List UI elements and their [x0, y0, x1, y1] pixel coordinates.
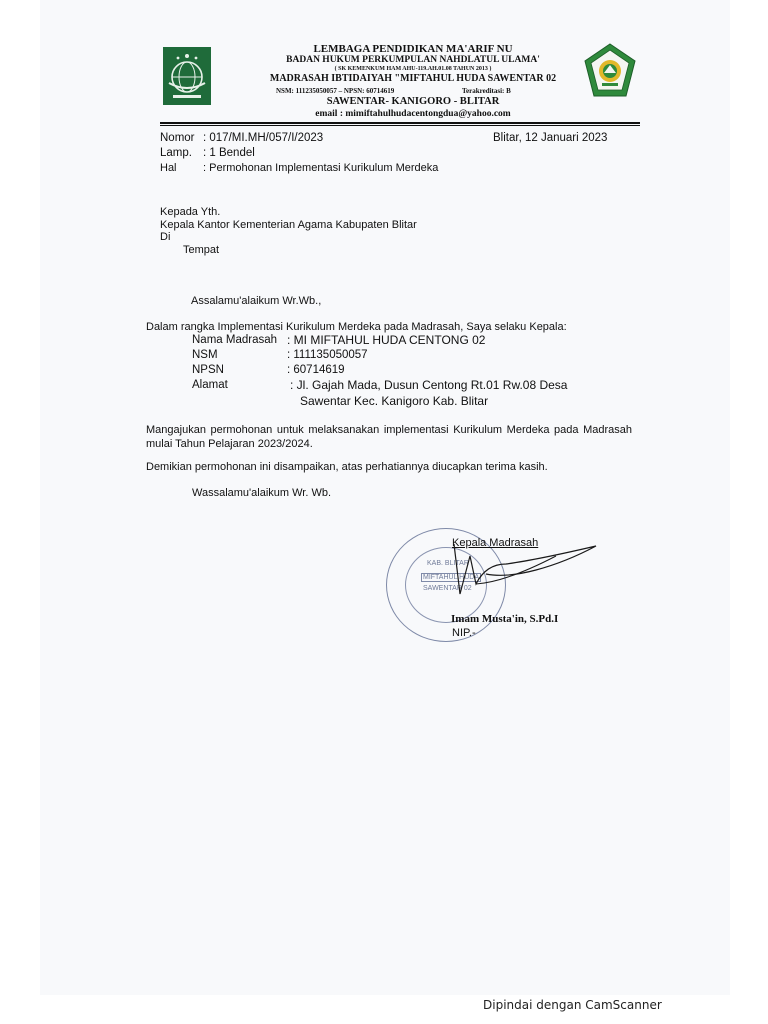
closing-paragraph: Demikian permohonan ini disampaikan, atas perhatiannya diucapkan terima kasih. — [146, 461, 548, 473]
scanner-watermark: Dipindai dengan CamScanner — [483, 998, 662, 1012]
letterhead-email: email : mimiftahulhudacentongdua@yahoo.com — [315, 109, 511, 119]
closing-salutation: Wassalamu'alaikum Wr. Wb. — [192, 487, 332, 499]
recipient-line3: Di — [160, 231, 171, 243]
field-label-alamat: Alamat — [192, 379, 228, 391]
recipient-line2: Kepala Kantor Kementerian Agama Kabupaten Blitar — [160, 219, 417, 231]
lamp-label: Lamp. — [160, 147, 192, 159]
recipient-line4: Tempat — [183, 244, 220, 256]
hal-value: : Permohonan Implementasi Kurikulum Merdeka — [203, 162, 439, 174]
letterhead-address: SAWENTAR- KANIGORO - BLITAR — [326, 96, 500, 107]
lamp-value: : 1 Bendel — [203, 147, 255, 159]
letterhead-line3: ( SK KEMENKUM HAM AHU-119.AH.01.08 TAHUN 2013 ) — [334, 66, 492, 72]
field-label-npsn: NPSN — [192, 364, 224, 376]
letterhead-line1: LEMBAGA PENDIDIKAN MA'ARIF NU — [313, 43, 513, 55]
intro-text: Dalam rangka Implementasi Kurikulum Merdeka pada Madrasah, Saya selaku Kepala: — [146, 321, 567, 333]
field-label-nama: Nama Madrasah — [192, 334, 278, 346]
handwritten-signature — [446, 534, 606, 614]
principal-nip: NIP.- — [452, 627, 476, 639]
hal-label: Hal — [160, 162, 177, 174]
field-value-alamat-cont: Sawentar Kec. Kanigoro Kab. Blitar — [300, 394, 489, 408]
field-value-npsn: : 60714619 — [287, 364, 345, 376]
document-page — [40, 0, 730, 995]
field-value-nsm: : 111135050057 — [287, 349, 368, 361]
nomor-value: : 017/MI.MH/057/I/2023 — [203, 132, 324, 144]
letterhead-nsm-npsn: NSM: 111235050057 – NPSN: 60714619 — [276, 87, 395, 95]
letterhead-divider-thin — [160, 125, 640, 126]
stamp-top-text: KAB. BLITAR — [427, 560, 469, 567]
request-paragraph: Mangajukan permohonan untuk melaksanakan implementasi Kurikulum Merdeka pada Madrasah mulai Tahun Pelajaran 2023/2024. — [146, 424, 632, 450]
letterhead-school-name: MADRASAH IBTIDAIYAH "MIFTAHUL HUDA SAWENTAR 02 — [269, 73, 557, 84]
greeting: Assalamu'alaikum Wr.Wb., — [191, 295, 322, 307]
madrasah-logo — [584, 43, 636, 97]
signature-title: Kepala Madrasah — [452, 537, 539, 549]
letterhead-line2: BADAN HUKUM PERKUMPULAN NAHDLATUL ULAMA' — [286, 55, 540, 65]
field-value-alamat: : Jl. Gajah Mada, Dusun Centong Rt.01 Rw.08 Desa — [290, 378, 568, 392]
recipient-line1: Kepada Yth. — [160, 206, 221, 218]
field-label-nsm: NSM — [192, 349, 218, 361]
nu-logo — [163, 47, 211, 105]
stamp-text-line1: MIFTAHUL HUDA — [423, 574, 479, 581]
letter-date: Blitar, 12 Januari 2023 — [493, 132, 608, 144]
stamp-text-line2: SAWENTAR 02 — [423, 585, 472, 592]
field-value-nama: : MI MIFTAHUL HUDA CENTONG 02 — [287, 333, 486, 347]
principal-name: Imam Musta'in, S.Pd.I — [451, 613, 559, 625]
letterhead-accreditation: Terakreditasi: B — [462, 87, 511, 95]
nomor-label: Nomor — [160, 132, 195, 144]
letterhead-divider — [160, 122, 640, 124]
